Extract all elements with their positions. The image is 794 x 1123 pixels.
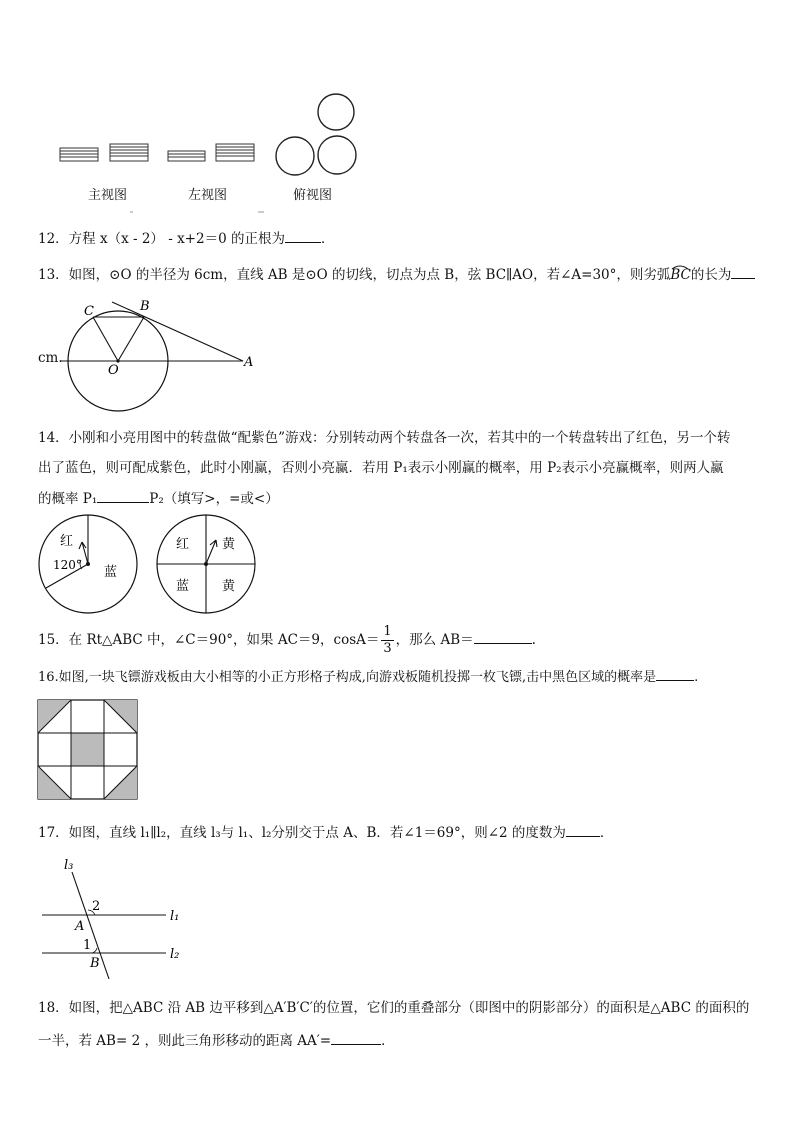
question-13-unit: cm. bbox=[38, 350, 63, 366]
question-14-line3: 的概率 P₁ P₂（填写>，=或<） bbox=[38, 488, 279, 509]
question-15: 15．在 Rt△ABC 中，∠C＝90°，如果 AC＝9，cosA＝ $\frac{1}{3}$ ，那么 AB＝ . bbox=[38, 624, 536, 656]
arc-bc: BC bbox=[670, 267, 691, 283]
fraction-one-third: $\frac{1}{3}$ bbox=[383, 624, 392, 656]
segment-oc bbox=[93, 317, 118, 361]
question-12-text: 12．方程 x（x - 2） - x+2＝0 的正根为 bbox=[38, 231, 285, 247]
top-view-drawing bbox=[276, 94, 356, 175]
label-l2: l₂ bbox=[170, 947, 180, 962]
question-18-line2: 一半，若 AB= 2 ，则此三角形移动的距离 AA′= ． bbox=[38, 1030, 395, 1051]
label-a: A bbox=[75, 919, 85, 934]
sector-yellow-label: 黄 bbox=[222, 579, 236, 594]
answer-blank bbox=[97, 488, 149, 503]
question-13-text: 13．如图，⊙O 的半径为 6cm，直线 AB 是⊙O 的切线，切点为点 B，弦 BC∥AO，若∠A=30°，则劣弧 bbox=[38, 267, 671, 283]
segment-ob bbox=[118, 317, 144, 361]
question-14-line1: 14．小刚和小亮用图中的转盘做“配紫色”游戏：分别转动两个转盘各一次，若其中的一个转盘转出了红色，另一个转 bbox=[38, 430, 731, 446]
question-17: 17．如图，直线 l₁∥l₂，直线 l₃与 l₁、l₂分别交于点 A、B．若∠1＝69°，则∠2 的度数为 ． bbox=[38, 822, 613, 843]
question-12: 12．方程 x（x - 2） - x+2＝0 的正根为 ． bbox=[38, 228, 334, 249]
label-b: B bbox=[90, 956, 100, 971]
label-c: C bbox=[84, 304, 94, 319]
answer-blank bbox=[566, 822, 600, 837]
label-b: B bbox=[140, 299, 150, 314]
front-view-drawing bbox=[60, 144, 148, 161]
angle-2-label: 2 bbox=[92, 899, 101, 914]
parallel-lines-figure bbox=[38, 852, 188, 982]
answer-blank bbox=[731, 264, 755, 279]
answer-blank bbox=[474, 629, 532, 644]
question-18-line1: 18．如图，把△ABC 沿 AB 边平移到△A′B′C′的位置，它们的重叠部分（即图中的阴影部分）的面积是△ABC 的面积的 bbox=[38, 1000, 750, 1016]
label-l1: l₁ bbox=[170, 909, 180, 924]
question-14-line2: 出了蓝色，则可配成紫色，此时小刚赢，否则小亮赢．若用 P₁表示小刚赢的概率，用 P₂表示小亮赢概率，则两人赢 bbox=[38, 460, 724, 476]
circle-tangent-figure bbox=[60, 295, 265, 415]
spinner-2 bbox=[154, 512, 258, 616]
dartboard-grid bbox=[37, 699, 140, 802]
sector-red-label: 红 bbox=[60, 534, 74, 549]
answer-blank bbox=[656, 666, 694, 681]
label-a: A bbox=[244, 355, 254, 370]
answer-blank bbox=[285, 228, 321, 243]
sector-red-label: 红 bbox=[176, 537, 190, 552]
sector-blue-label: 蓝 bbox=[176, 579, 190, 594]
label-o: O bbox=[108, 363, 119, 378]
sector-blue-label: 蓝 bbox=[104, 565, 118, 580]
question-16: 16.如图,一块飞镖游戏板由大小相等的小正方形格子构成,向游戏板随机投掷一枚飞镖,击中黑色区域的概率是 . bbox=[38, 666, 698, 688]
tangent-ab bbox=[112, 302, 243, 361]
spinner-1 bbox=[36, 512, 140, 616]
question-13: 13．如图，⊙O 的半径为 6cm，直线 AB 是⊙O 的切线，切点为点 B，弦 BC∥AO，若∠A=30°，则劣弧BC 的长为 bbox=[38, 264, 755, 285]
front-view-label: 主视图 bbox=[88, 188, 128, 203]
left-view-drawing bbox=[168, 144, 254, 161]
left-view-label: 左视图 bbox=[188, 188, 228, 203]
answer-blank bbox=[331, 1030, 381, 1045]
angle-1-label: 1 bbox=[83, 938, 92, 953]
pointer-arrow-icon bbox=[206, 540, 217, 564]
angle-label: 120° bbox=[53, 558, 82, 572]
top-view-label: 俯视图 bbox=[293, 188, 333, 203]
sector-yellow-label: 黄 bbox=[222, 537, 236, 552]
label-l3: l₃ bbox=[64, 858, 74, 873]
